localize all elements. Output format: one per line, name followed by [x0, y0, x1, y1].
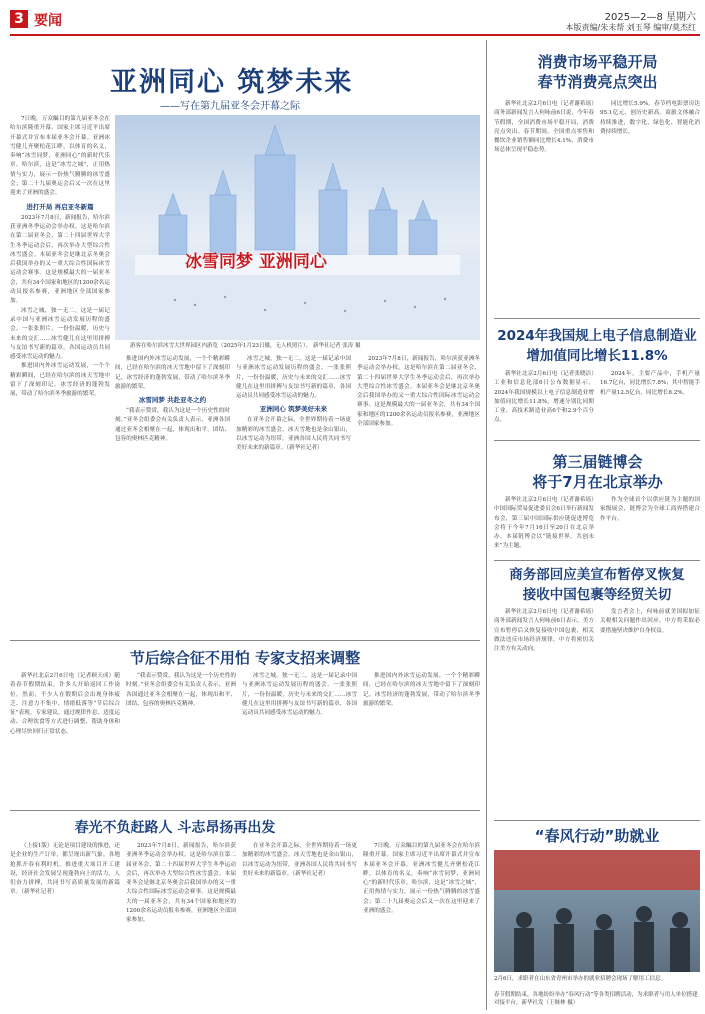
right3-headline-line1: 第三届链博会 — [552, 453, 643, 471]
main-article-col3 — [236, 355, 351, 635]
article-paragraph: 同比增长5.9%。春节档电影票房达95.1亿元，创历史新高。商旅文体融合持续推进，数字化、绿色化、智能化消费持续增长。 — [600, 101, 700, 135]
ice-castle-icon — [115, 115, 480, 340]
section-divider — [494, 318, 700, 319]
main-paragraph: “我表示赞赏，我认为这是一个历史性的时刻。”亚冬会组委会有关负责人表示，亚洲各国通过亚冬会相聚在一起，体现出和平、团结、包容的奥林匹克精神。 — [115, 408, 230, 443]
main-subhead: 亚洲同心 筑梦美好未来 — [259, 405, 328, 414]
bottom1-headline: 节后综合征不用怕 专家支招来调整 — [129, 649, 361, 667]
right1-body-col1 — [494, 100, 594, 315]
bottom2-body-col4 — [363, 842, 480, 1008]
right3-body-col2 — [600, 496, 700, 556]
right1-headline — [495, 52, 700, 92]
article-paragraph: 2024年，主要产品中，手机产量16.7亿台，同比增长7.8%；其中智能手机产量12.5亿台，同比增长8.2%。 — [600, 371, 700, 396]
right1-headline-line2: 春节消费亮点突出 — [537, 73, 658, 91]
right3-body-col1 — [494, 496, 594, 556]
article-paragraph: 2023年7月8日，新闻报告，哈尔滨获亚洲冬季运动会举办权。这是哈尔滨在第二届亚冬会、第二十四届世界大学生冬季运动会后，再次举办大型综合性冰雪盛会。本届亚冬会是继北京冬奥会后我国举办的又一重大综合性国际冰雪运动会赛事。这是规模最大的一届亚冬会，共有34个国家和地区的1200余名运动员报名参赛，亚洲地区全部国家参加。 — [126, 843, 236, 924]
main-subhead: 进打开局 再启亚冬新篇 — [26, 202, 94, 211]
bottom1-body-col2 — [126, 672, 236, 800]
article-paragraph: 新华社北京2月6日电（记者谢希瑶）商务部新闻发言人何咏前6日表示，美方宣布暂停后又恢复接收中国包裹，相关做法违反市场经济规律。中方将密切关注美方有关动向。 — [494, 609, 594, 653]
right2-body-col2 — [600, 370, 700, 435]
article-paragraph: 新华社北京2月6日电（记者张晓洁）工业和信息化部6日公布数据显示，2024年我国规模以上电子信息制造业增加值同比增长11.8%，增速分别比同期工业、高技术制造业高6个和2.9个百分点。 — [494, 371, 594, 424]
right4-headline — [490, 565, 704, 605]
main-paragraph: 在亚冬会开幕之际，全世界期待着一场更加精彩的冰雪盛会。冰天雪地也是金山银山，以冰雪运动为纽带，亚洲各国人民将共同书写美好未来的新篇章。（新华社记者） — [236, 417, 351, 452]
right4-headline-line1: 商务部回应美宣布暂停叉恢复 — [509, 567, 685, 583]
bottom1-body-col4 — [363, 672, 480, 800]
article-paragraph: 作为全球首个以供应链为主题的国家级展会，链博会为全球工商界搭建合作平台。 — [600, 497, 700, 522]
article-paragraph: 新华社北京2月6日电（记者谢希瑶）商务部新闻发言人何咏前6日说，今年春节假期，全国消费市场平稳开局，消费亮点突出。春节期间，全国重点零售和餐饮企业销售额同比增长4.1%，消费市场总体呈现平稳态势。 — [494, 101, 594, 154]
article-paragraph: 新华社北京2月6日电（记者谢希瑶）中国国际贸易促进委员会6日举行新闻发布会，第三届中国国际供应链促进博览会将于今年7月16日至20日在北京举办。本届链博会以“链接世界，共创未来”为主题。 — [494, 497, 594, 550]
main-paragraph: 推进国内外冰雪运动发展，一个个精彩瞬间，已经在哈尔滨的冰天雪地中留下了深刻印记。冰雪经济的蓬勃发展，带动了哈尔滨冬季旅游的繁荣。 — [115, 356, 230, 390]
page-number: 3 — [10, 10, 28, 28]
page-header — [10, 6, 700, 36]
bottom2-body-col2 — [126, 842, 236, 1008]
article-paragraph: 推进国内外冰雪运动发展，一个个精彩瞬间，已经在哈尔滨的冰天雪地中留下了深刻印记。冰雪经济的蓬勃发展，带动了哈尔滨冬季旅游的繁荣。 — [363, 673, 480, 707]
bottom2-body-col1 — [10, 842, 120, 1008]
column-divider — [486, 40, 487, 1010]
right3-headline-line2: 将于7月在北京举办 — [532, 473, 663, 491]
bottom1-body-col1 — [10, 672, 120, 800]
ice-festival-photo — [115, 115, 480, 340]
article-paragraph: 发言者会上，何咏前就美国拟加征关税相关问题作出回应，中方将采取必要措施坚决维护自身权益。 — [600, 609, 700, 634]
right3-headline — [495, 452, 700, 492]
right2-headline — [490, 326, 704, 366]
right4-body-col2 — [600, 608, 700, 823]
main-paragraph: 2023年7月8日，新闻报告，哈尔滨获亚洲冬季运动会举办权。这是哈尔滨在第二届亚冬会、第二十四届世界大学生冬季运动会后，再次举办大型综合性冰雪盛会。本届亚冬会是继北京冬奥会后我国举办的又一重大综合性国际冰雪运动会赛事。这是规模最大的一届亚冬会，共有34个国家和地区的1200余名运动员报名参赛，亚洲地区全部国家参加。 — [10, 214, 110, 305]
section-divider — [494, 560, 700, 561]
job-fair-caption-2: 春节假期结束，各地纷纷举办“春风行动”等各类招聘活动，为求职者与用人单位搭建对接平台。新华社发（王继林 摄） — [494, 992, 698, 1006]
section-name: 要闻 — [34, 13, 62, 29]
photo-banner-text: 冰雪同梦 亚洲同心 — [185, 252, 327, 272]
main-paragraph: 冰雪之城，独一无二。这是一届记录中国与亚洲冰雪运动发展历程的盛会。一张张照片，一份份温暖，历史与未来的交汇……冰雪健儿在这里用拼搏与友谊书写新的篇章，各国运动员共同感受冰雪运动的魅力。 — [236, 356, 351, 400]
article-paragraph: “我表示赞赏，我认为这是一个历史性的时刻。”亚冬会组委会有关负责人表示，亚洲各国通过亚冬会相聚在一起，体现出和平、团结、包容的奥林匹克精神。 — [126, 673, 236, 707]
section-divider — [494, 820, 700, 821]
main-subheadline: ——写在第九届亚冬会开幕之际 — [160, 101, 300, 112]
main-subhead: 冰雪同梦 共赴亚冬之约 — [138, 396, 207, 405]
article-paragraph: 在亚冬会开幕之际，全世界期待着一场更加精彩的冰雪盛会。冰天雪地也是金山银山，以冰雪运动为纽带，亚洲各国人民将共同书写美好未来的新篇章。（新华社记者） — [242, 843, 357, 877]
main-paragraph: 推进国内外冰雪运动发展，一个个精彩瞬间，已经在哈尔滨的冰天雪地中留下了深刻印记。冰雪经济的蓬勃发展，带动了哈尔滨冬季旅游的繁荣。 — [10, 363, 110, 398]
bottom2-headline: 春光不负赶路人 斗志昂扬再出发 — [74, 820, 276, 836]
article-paragraph: 7日晚，万众瞩目的第九届亚冬会在哈尔滨隆重开幕。国家主席习近平出席开幕式并宣布本届亚冬会开幕。亚洲冰雪健儿齐聚松花江畔，以体育的名义，奏响“冰雪同梦，亚洲同心”的新时代乐章。哈尔滨，这是“冰雪之城”，正用热情与实力，展示一份热气腾腾的冰雪盛会；第二十九届奥运会后又一次在这里迎来了亚洲的盛会。 — [363, 843, 480, 915]
bottom2-body-col3 — [242, 842, 357, 1008]
crowd-icon — [494, 850, 700, 972]
job-fair-caption: 2月6日，求职者在山东省青州市举办的就业招聘会现场了解用工信息。 — [494, 976, 667, 982]
section-divider — [494, 440, 700, 441]
right4-body-col1 — [494, 608, 594, 823]
right1-headline-line1: 消费市场平稳开局 — [537, 53, 658, 71]
article-paragraph: 新华社北京2月6日电（记者顾天成）随着春节假期结束，许多人开始返回工作岗位。然而，不少人在假期后会出现身体疲乏、注意力不集中、情绪低落等“节后综合征”表现。专家建议，通过规律作息、适度运动、合理饮食等方式进行调整，帮助身体和心理尽快回归正常状态。 — [10, 673, 120, 735]
main-article-col1 — [10, 115, 110, 620]
right1-body-col2 — [600, 100, 700, 315]
main-paragraph: 冰雪之城，独一无二。这是一届记录中国与亚洲冰雪运动发展历程的盛会。一张张照片，一份份温暖，历史与未来的交汇……冰雪健儿在这里用拼搏与友谊书写新的篇章，各国运动员共同感受冰雪运动的魅力。 — [10, 307, 110, 361]
right2-headline-line2: 增加值同比增长11.8% — [526, 348, 668, 364]
bottom1-body-col3 — [242, 672, 357, 800]
main-headline: 亚洲同心 筑梦未来 — [110, 67, 354, 98]
issue-date: 2025—2—8 星期六 — [604, 12, 696, 23]
main-article-col2 — [115, 355, 230, 635]
main-paragraph: 7日晚，万众瞩目的第九届亚冬会在哈尔滨隆重开幕。国家主席习近平出席开幕式并宣布本届亚冬会开幕。亚洲冰雪健儿齐聚松花江畔，以体育的名义，奏响“冰雪同梦，亚洲同心”的新时代乐章。哈尔滨，这是“冰雪之城”，正用热情与实力，展示一份热气腾腾的冰雪盛会；第二十九届奥运会后又一次在这里迎来了亚洲的盛会。 — [10, 116, 110, 197]
bottom3-headline: “春风行动”助就业 — [534, 827, 660, 845]
right4-headline-line2: 接收中国包裹等经贸关切 — [522, 587, 672, 603]
section-divider — [10, 810, 480, 811]
main-paragraph: 2023年7月8日，新闻报告，哈尔滨获亚洲冬季运动会举办权。这是哈尔滨在第二届亚冬会、第二十四届世界大学生冬季运动会后，再次举办大型综合性冰雪盛会。本届亚冬会是继北京冬奥会后我国举办的又一重大综合性国际冰雪运动会赛事。这是规模最大的一届亚冬会，共有34个国家和地区的1200余名运动员报名参赛，亚洲地区全部国家参加。 — [357, 356, 480, 428]
editor-credits: 本版责编/朱未帮 刘玉琴 编审/莫杰红 — [565, 23, 696, 32]
main-article-col4 — [357, 355, 480, 635]
article-paragraph: （上接1版）无论是项目建设的推进，还是企业的生产订单，都呈现出新气象。各地抢抓开春有利时机，推进重大项目开工建设，经济社会发展呈现蓬勃向上的活力，人们奋力拼搏，共同书写高质量发展的新篇章。（新华社记者） — [10, 843, 120, 896]
job-fair-photo — [494, 850, 700, 972]
section-divider — [10, 640, 480, 641]
article-paragraph: 冰雪之城，独一无二。这是一届记录中国与亚洲冰雪运动发展历程的盛会。一张张照片，一份份温暖，历史与未来的交汇……冰雪健儿在这里用拼搏与友谊书写新的篇章，各国运动员共同感受冰雪运动的魅力。 — [242, 673, 357, 717]
right2-headline-line1: 2024年我国规上电子信息制造业 — [497, 328, 697, 344]
photo-caption: 游客在哈尔滨冰雪大世界园区内游览（2025年1月23日摄，无人机照片）。 新华社记者 张涛 摄 — [130, 343, 361, 349]
right2-body-col1 — [494, 370, 594, 435]
